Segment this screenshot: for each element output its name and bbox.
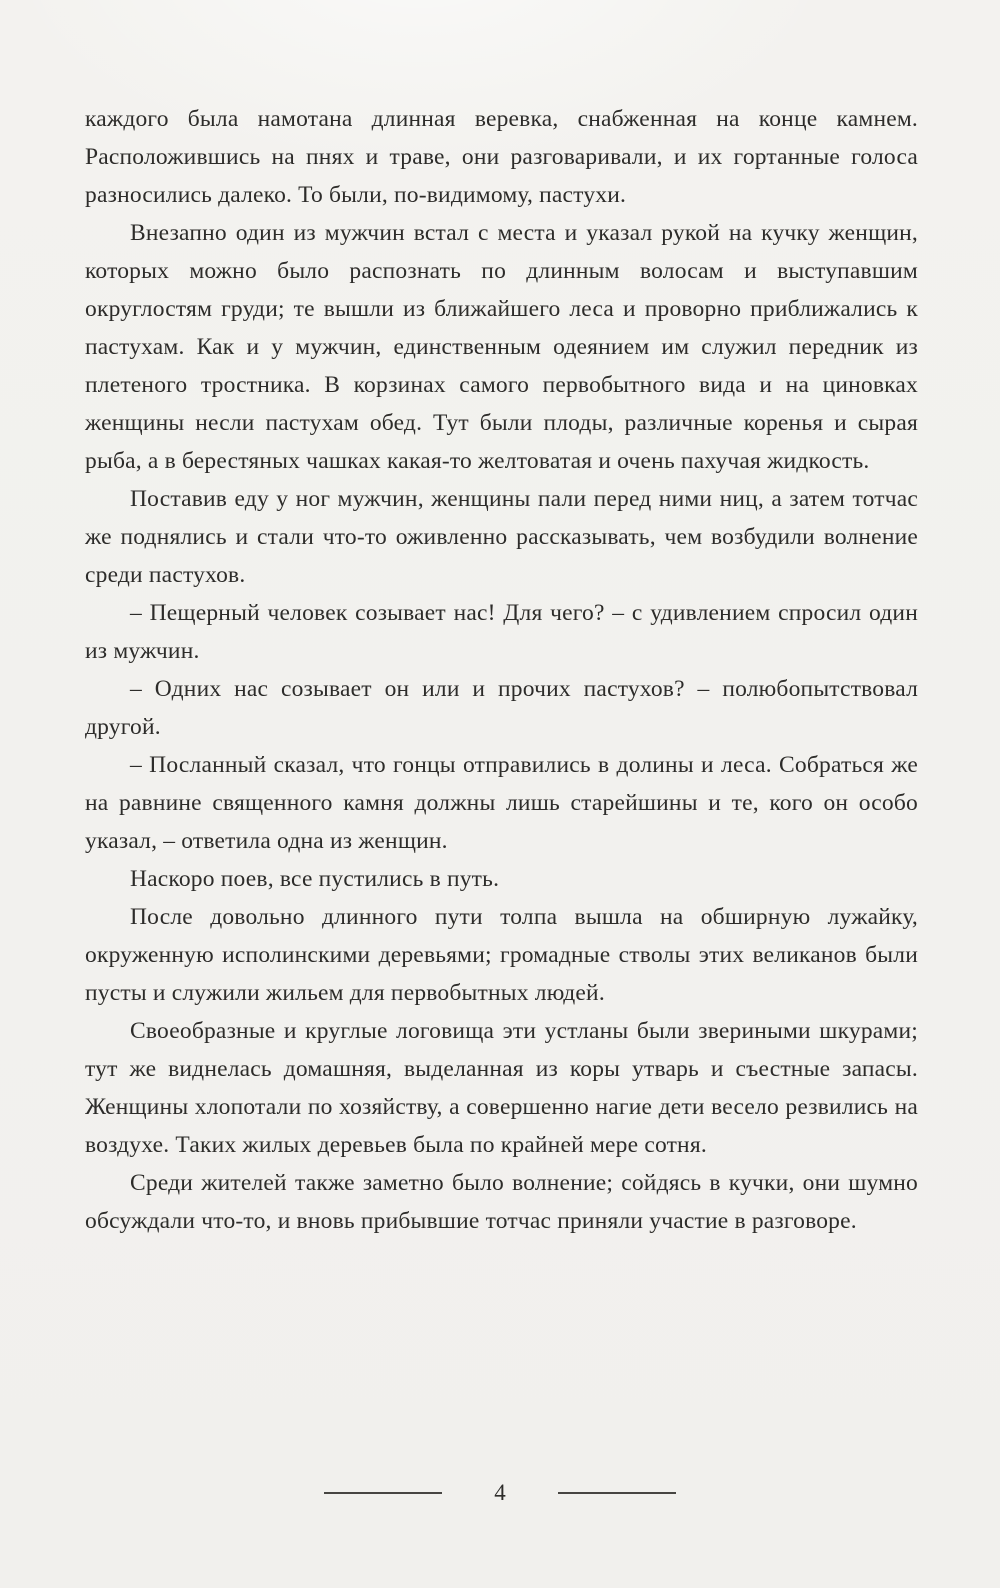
paragraph: Наскоро поев, все пустились в путь. xyxy=(130,866,500,892)
paragraph: После довольно длинного пути толпа вышла на обширную лужайку, окруженную исполинскими деревьями; громадные стволы этих великанов были пусты и служили жильем для первобытных людей. xyxy=(85,904,918,1006)
footer-rule-right xyxy=(558,1492,676,1494)
paragraph: Внезапно один из мужчин встал с места и указал рукой на кучку женщин, которых можно было распознать по длинным волосам и выступавшим округлостям груди; те вышли из ближайшего леса и проворно приближались к пастухам. Как и у мужчин, единственным одеянием им служил передник из плетеного тростника. В корзинах самого первобытного вида и на циновках женщины несли пастухам обед. Тут были плоды, различные коренья и сырая рыба, а в берестяных чашках какая-то желтоватая и очень пахучая жидкость. xyxy=(85,220,918,474)
page-footer xyxy=(0,1478,1000,1508)
page-number: 4 xyxy=(494,1480,506,1505)
footer-rule-left xyxy=(324,1492,442,1494)
paragraph: Поставив еду у ног мужчин, женщины пали перед ними ниц, а затем тотчас же поднялись и стали что-то оживленно рассказывать, чем возбудили волнение среди пастухов. xyxy=(85,486,918,588)
paragraph-dialogue: – Одних нас созывает он или и прочих пастухов? – полюбопытствовал другой. xyxy=(85,676,918,740)
paragraph: каждого была намотана длинная веревка, снабженная на конце камнем. Расположившись на пнях и траве, они разговаривали, и их гортанные голоса разносились далеко. То были, по-видимому, пастухи. xyxy=(85,106,918,208)
paragraph-dialogue: – Пещерный человек созывает нас! Для чего? – с удивлением спросил один из мужчин. xyxy=(85,600,918,664)
paragraph: Среди жителей также заметно было волнение; сойдясь в кучки, они шумно обсуждали что-то, и вновь прибывшие тотчас приняли участие в разговоре. xyxy=(85,1170,918,1234)
paragraph: Своеобразные и круглые логовища эти устланы были звериными шкурами; тут же виднелась домашняя, выделанная из коры утварь и съестные запасы. Женщины хлопотали по хозяйству, а совершенно нагие дети весело резвились на воздухе. Таких жилых деревьев была по крайней мере сотня. xyxy=(85,1018,918,1158)
paragraph-dialogue: – Посланный сказал, что гонцы отправились в долины и леса. Собраться же на равнине священного камня должны лишь старейшины и те, кого он особо указал, – ответила одна из женщин. xyxy=(85,752,918,854)
body-text xyxy=(85,100,918,1240)
